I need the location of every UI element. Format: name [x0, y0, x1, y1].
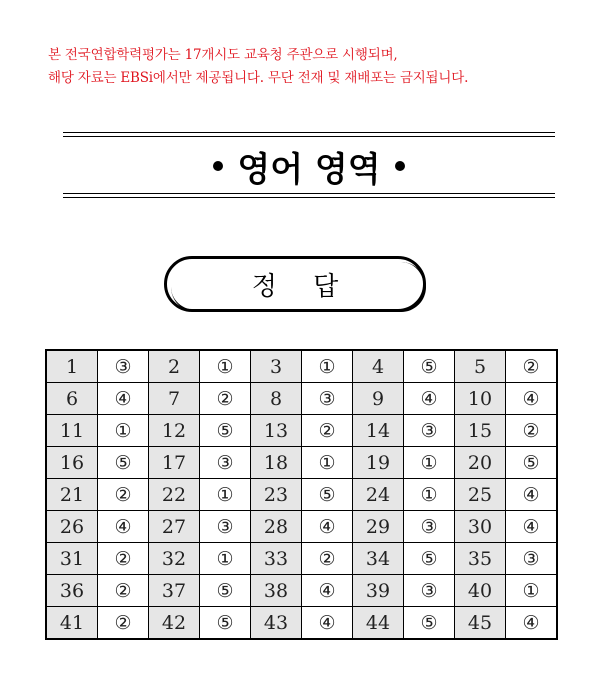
answer-key-label: 정 답 — [251, 271, 353, 302]
question-number: 25 — [455, 479, 506, 511]
subject-title-block — [63, 132, 555, 198]
question-number: 45 — [455, 607, 506, 640]
title-rule-bottom-outer — [63, 197, 555, 198]
answer-cell — [302, 447, 353, 479]
question-number: 11 — [46, 415, 98, 447]
notice-line-2: 해당 자료는 EBSi에서만 제공됩니다. 무단 전재 및 재배포는 금지됩니다. — [48, 70, 469, 86]
answer-key-label-box — [164, 256, 426, 312]
answer-choice: ③ — [420, 579, 438, 602]
answer-choice: ② — [318, 547, 336, 570]
question-number: 31 — [46, 543, 98, 575]
answer-choice: ⑤ — [216, 611, 234, 634]
bullet-icon — [213, 161, 223, 171]
answer-choice: ④ — [522, 483, 540, 506]
answer-choice: ① — [522, 579, 540, 602]
answer-cell — [404, 415, 455, 447]
answer-choice: ③ — [216, 515, 234, 538]
answer-choice: ① — [216, 355, 234, 378]
answer-choice: ④ — [114, 515, 132, 538]
answer-cell — [404, 511, 455, 543]
question-number: 20 — [455, 447, 506, 479]
question-number: 38 — [251, 575, 302, 607]
answer-cell — [98, 447, 149, 479]
answer-cell — [506, 511, 558, 543]
answer-choice: ⑤ — [216, 579, 234, 602]
answer-cell — [404, 447, 455, 479]
answer-cell — [98, 543, 149, 575]
answer-choice: ④ — [522, 515, 540, 538]
answer-choice: ② — [522, 355, 540, 378]
answer-cell — [98, 479, 149, 511]
question-number: 26 — [46, 511, 98, 543]
answer-choice: ① — [216, 547, 234, 570]
question-number: 3 — [251, 350, 302, 383]
answer-choice: ① — [318, 451, 336, 474]
answer-cell — [302, 511, 353, 543]
answer-choice: ④ — [522, 387, 540, 410]
question-number: 13 — [251, 415, 302, 447]
question-number: 37 — [149, 575, 200, 607]
question-number: 2 — [149, 350, 200, 383]
answer-cell — [506, 543, 558, 575]
answer-cell — [404, 543, 455, 575]
bullet-icon — [395, 161, 405, 171]
answer-choice: ① — [420, 451, 438, 474]
answer-choice: ④ — [318, 611, 336, 634]
answer-choice: ② — [114, 579, 132, 602]
answer-cell — [404, 607, 455, 640]
answer-cell — [302, 607, 353, 640]
answer-cell — [302, 479, 353, 511]
question-number: 21 — [46, 479, 98, 511]
question-number: 41 — [46, 607, 98, 640]
answer-cell — [200, 383, 251, 415]
question-number: 15 — [455, 415, 506, 447]
answer-choice: ④ — [318, 515, 336, 538]
answer-cell — [98, 575, 149, 607]
answer-row — [46, 415, 557, 447]
answer-cell — [98, 607, 149, 640]
answer-choice: ⑤ — [420, 547, 438, 570]
answer-cell — [98, 350, 149, 383]
question-number: 36 — [46, 575, 98, 607]
question-number: 39 — [353, 575, 404, 607]
answer-cell — [200, 607, 251, 640]
question-number: 44 — [353, 607, 404, 640]
answer-choice: ⑤ — [114, 451, 132, 474]
question-number: 16 — [46, 447, 98, 479]
answer-choice: ① — [216, 483, 234, 506]
question-number: 33 — [251, 543, 302, 575]
answer-cell — [506, 350, 558, 383]
title-rule-top-inner — [63, 136, 555, 137]
answer-cell — [302, 543, 353, 575]
answer-choice: ④ — [318, 579, 336, 602]
question-number: 23 — [251, 479, 302, 511]
answer-choice: ③ — [216, 451, 234, 474]
question-number: 6 — [46, 383, 98, 415]
answer-cell — [98, 511, 149, 543]
answer-choice: ② — [114, 611, 132, 634]
question-number: 17 — [149, 447, 200, 479]
subject-title — [63, 142, 555, 190]
question-number: 40 — [455, 575, 506, 607]
question-number: 30 — [455, 511, 506, 543]
title-rule-top-outer — [63, 132, 555, 133]
answer-cell — [200, 479, 251, 511]
subject-title-text: 영어 영역 — [237, 149, 381, 190]
question-number: 35 — [455, 543, 506, 575]
answer-cell — [404, 350, 455, 383]
question-number: 19 — [353, 447, 404, 479]
answer-cell — [200, 575, 251, 607]
answer-choice: ⑤ — [216, 419, 234, 442]
answer-cell — [404, 383, 455, 415]
answer-row — [46, 447, 557, 479]
answer-row — [46, 511, 557, 543]
answer-choice: ⑤ — [318, 483, 336, 506]
answer-choice: ⑤ — [420, 611, 438, 634]
answer-choice: ② — [114, 547, 132, 570]
question-number: 29 — [353, 511, 404, 543]
answer-cell — [506, 575, 558, 607]
question-number: 7 — [149, 383, 200, 415]
question-number: 4 — [353, 350, 404, 383]
answer-row — [46, 479, 557, 511]
question-number: 18 — [251, 447, 302, 479]
answer-choice: ③ — [420, 419, 438, 442]
answer-choice: ② — [216, 387, 234, 410]
question-number: 22 — [149, 479, 200, 511]
answer-cell — [404, 575, 455, 607]
question-number: 24 — [353, 479, 404, 511]
answer-cell — [302, 383, 353, 415]
answer-cell — [200, 447, 251, 479]
answer-choice: ① — [420, 483, 438, 506]
answer-cell — [302, 350, 353, 383]
question-number: 27 — [149, 511, 200, 543]
question-number: 8 — [251, 383, 302, 415]
answer-cell — [98, 415, 149, 447]
question-number: 14 — [353, 415, 404, 447]
answer-row — [46, 383, 557, 415]
question-number: 28 — [251, 511, 302, 543]
answer-choice: ③ — [114, 355, 132, 378]
answer-choice: ③ — [420, 515, 438, 538]
question-number: 10 — [455, 383, 506, 415]
question-number: 43 — [251, 607, 302, 640]
answer-cell — [200, 543, 251, 575]
answer-cell — [200, 350, 251, 383]
answer-choice: ② — [522, 419, 540, 442]
answer-choice: ③ — [318, 387, 336, 410]
answer-choice: ④ — [114, 387, 132, 410]
answer-cell — [404, 479, 455, 511]
answer-row — [46, 543, 557, 575]
answer-cell — [506, 415, 558, 447]
question-number: 12 — [149, 415, 200, 447]
answer-row — [46, 350, 557, 383]
answer-cell — [302, 415, 353, 447]
answer-choice: ② — [114, 483, 132, 506]
answer-choice: ① — [114, 419, 132, 442]
answer-cell — [200, 415, 251, 447]
question-number: 5 — [455, 350, 506, 383]
answer-choice: ④ — [420, 387, 438, 410]
answer-cell — [302, 575, 353, 607]
answer-choice: ① — [318, 355, 336, 378]
answer-choice: ② — [318, 419, 336, 442]
answer-key-table — [45, 349, 558, 640]
answer-choice: ④ — [522, 611, 540, 634]
answer-cell — [506, 383, 558, 415]
title-rule-bottom-inner — [63, 193, 555, 194]
answer-choice: ⑤ — [522, 451, 540, 474]
copyright-notice — [48, 44, 588, 90]
question-number: 32 — [149, 543, 200, 575]
answer-choice: ③ — [522, 547, 540, 570]
answer-row — [46, 575, 557, 607]
answer-cell — [506, 479, 558, 511]
notice-line-1: 본 전국연합학력평가는 17개시도 교육청 주관으로 시행되며, — [48, 47, 398, 63]
question-number: 42 — [149, 607, 200, 640]
question-number: 9 — [353, 383, 404, 415]
answer-cell — [200, 511, 251, 543]
answer-cell — [506, 447, 558, 479]
answer-cell — [506, 607, 558, 640]
question-number: 1 — [46, 350, 98, 383]
question-number: 34 — [353, 543, 404, 575]
answer-row — [46, 607, 557, 640]
answer-choice: ⑤ — [420, 355, 438, 378]
answer-cell — [98, 383, 149, 415]
